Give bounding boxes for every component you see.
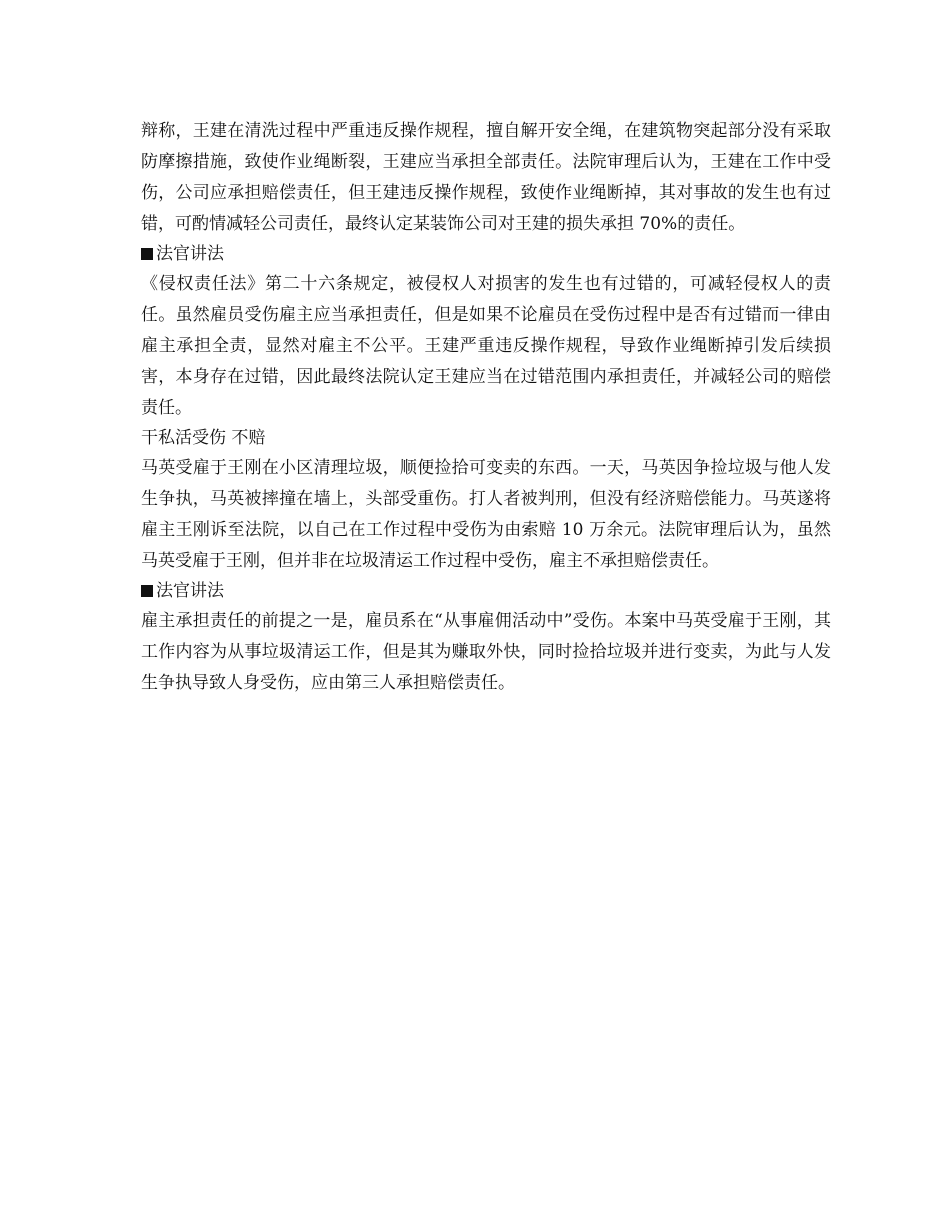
paragraph-case-2: 马英受雇于王刚在小区清理垃圾，顺便捡拾可变卖的东西。一天，马英因争捡垃圾与他人发生争执，马英被摔撞在墙上，头部受重伤。打人者被判刑，但没有经济赔偿能力。马英遂将雇主王刚诉至法院，以自己在工作过程中受伤为由索赔 10 万余元。法院审理后认为，虽然马英受雇于王刚，但并非在垃圾清运工作过程中受伤，雇主不承担赔偿责任。 xyxy=(141,458,831,571)
section-heading-judge-explains-1 xyxy=(141,240,831,269)
document-body xyxy=(141,116,831,699)
section-heading-label: 法官讲法 xyxy=(156,244,224,264)
section-heading-private-work: 干私活受伤 不赔 xyxy=(141,428,266,448)
section-heading-label: 法官讲法 xyxy=(156,581,224,601)
black-square-icon xyxy=(141,248,153,260)
paragraph-judge-explanation-1: 《侵权责任法》第二十六条规定，被侵权人对损害的发生也有过错的，可减轻侵权人的责任。虽然雇员受伤雇主应当承担责任，但是如果不论雇员在受伤过程中是否有过错而一律由雇主承担全责，显然对雇主不公平。王建严重违反操作规程，导致作业绳断掉引发后续损害，本身存在过错，因此最终法院认定王建应当在过错范围内承担责任，并减轻公司的赔偿责任。 xyxy=(141,274,831,418)
paragraph-judge-explanation-2: 雇主承担责任的前提之一是，雇员系在“从事雇佣活动中”受伤。本案中马英受雇于王刚，其工作内容为从事垃圾清运工作，但是其为赚取外快，同时捡拾垃圾并进行变卖，为此与人发生争执导致人身受伤，应由第三人承担赔偿责任。 xyxy=(141,611,831,693)
paragraph-case-1-ruling: 辩称，王建在清洗过程中严重违反操作规程，擅自解开安全绳，在建筑物突起部分没有采取防摩擦措施，致使作业绳断裂，王建应当承担全部责任。法院审理后认为，王建在工作中受伤，公司应承担赔偿责任，但王建违反操作规程，致使作业绳断掉，其对事故的发生也有过错，可酌情减轻公司责任，最终认定某装饰公司对王建的损失承担 70%的责任。 xyxy=(141,121,831,234)
section-heading-judge-explains-2 xyxy=(141,577,831,606)
black-square-icon xyxy=(141,585,153,597)
